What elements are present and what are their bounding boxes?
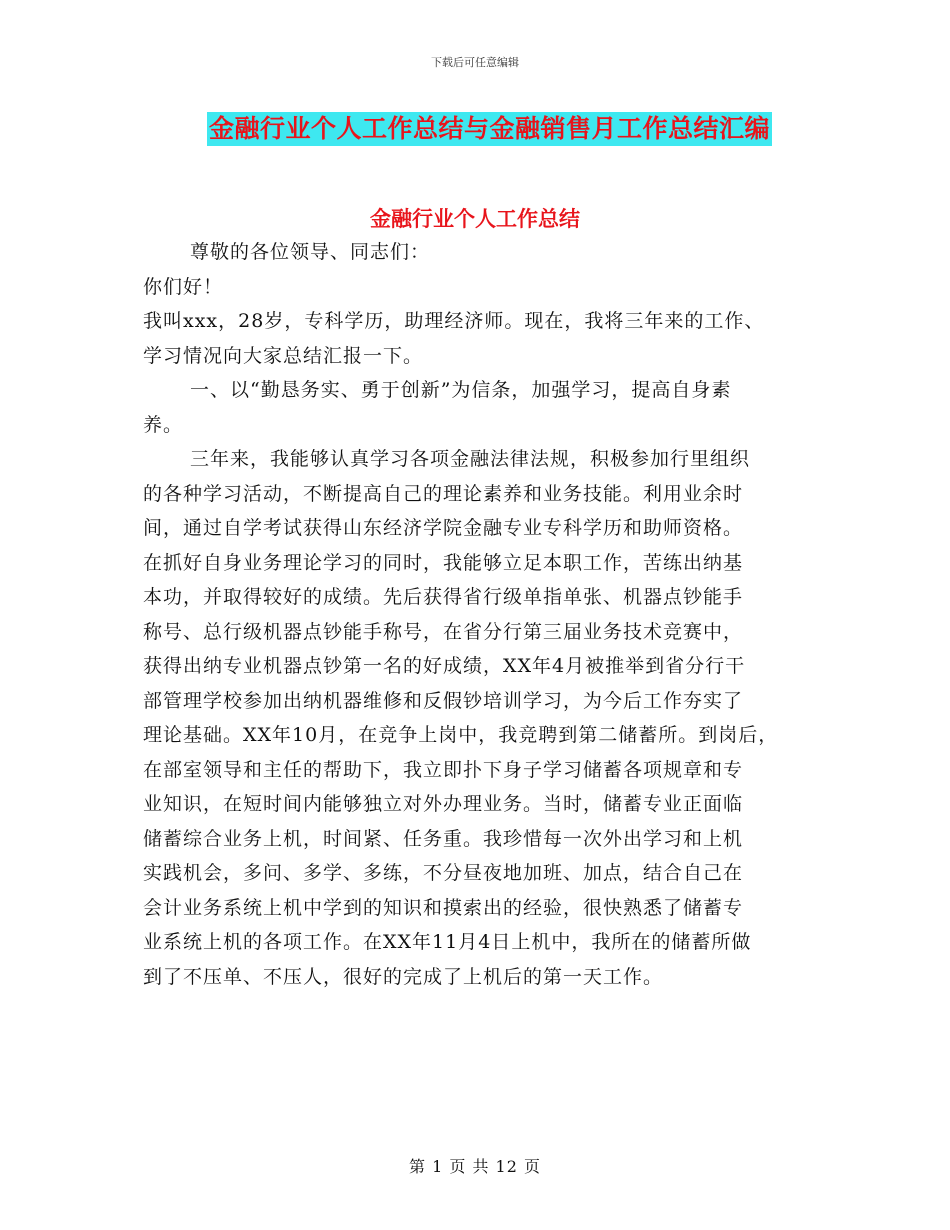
paragraph-line: 会计业务系统上机中学到的知识和摸索出的经验，很快熟悉了储蓄专 — [143, 896, 744, 919]
paragraph-line: 业系统上机的各项工作。在XX年11月4日上机中，我所在的储蓄所做 — [143, 931, 752, 953]
paragraph-line: 理论基础。XX年10月，在竞争上岗中，我竞聘到第二储蓄所。到岗后， — [143, 724, 779, 746]
paragraph-line: 的各种学习活动，不断提高自己的理论素养和业务技能。利用业余时 — [143, 482, 744, 505]
paragraph-line: 在抓好自身业务理论学习的同时，我能够立足本职工作，苦练出纳基 — [143, 551, 744, 574]
body-text — [143, 218, 833, 994]
paragraph-line: 实践机会，多问、多学、多练，不分昼夜地加班、加点，结合自己在 — [143, 862, 744, 884]
paragraph-line: 部管理学校参加出纳机器维修和反假钞培训学习，为今后工作夯实了 — [143, 689, 744, 712]
section-heading-line: 养。 — [143, 413, 184, 436]
paragraph-line: 三年来，我能够认真学习各项金融法律法规，积极参加行里组织 — [190, 448, 751, 470]
paragraph-line: 我叫xxx，28岁，专科学历，助理经济师。现在，我将三年来的工作、 — [143, 310, 765, 332]
paragraph-line: 学习情况向大家总结汇报一下。 — [143, 344, 424, 367]
paragraph-line: 在部室领导和主任的帮助下，我立即扑下身子学习储蓄各项规章和专 — [143, 758, 744, 781]
paragraph-line: 储蓄综合业务上机，时间紧、任务重。我珍惜每一次外出学习和上机 — [143, 827, 744, 850]
page-footer: 第 1 页 共 12 页 — [409, 1157, 541, 1176]
paragraph-line: 称号、总行级机器点钞能手称号，在省分行第三届业务技术竞赛中， — [143, 620, 744, 643]
paragraph-line: 间，通过自学考试获得山东经济学院金融专业专科学历和助师资格。 — [143, 517, 744, 539]
paragraph-line: 获得出纳专业机器点钞第一名的好成绩，XX年4月被推举到省分行干 — [143, 655, 746, 677]
paragraph-line: 本功，并取得较好的成绩。先后获得省行级单指单张、机器点钞能手 — [143, 586, 744, 608]
paragraph-line: 到了不压单、不压人，很好的完成了上机后的第一天工作。 — [143, 965, 664, 988]
main-title: 金融行业个人工作总结与金融销售月工作总结汇编 — [207, 112, 772, 146]
salutation: 尊敬的各位领导、同志们： — [190, 241, 431, 263]
section-title: 金融行业个人工作总结 — [370, 207, 580, 231]
section-heading-line: 一、以“勤恳务实、勇于创新”为信条，加强学习，提高自身素 — [190, 379, 732, 401]
paragraph-line: 业知识，在短时间内能够独立对外办理业务。当时，储蓄专业正面临 — [143, 793, 744, 815]
header-note: 下载后可任意编辑 — [431, 56, 519, 69]
greeting: 你们好！ — [143, 275, 224, 298]
